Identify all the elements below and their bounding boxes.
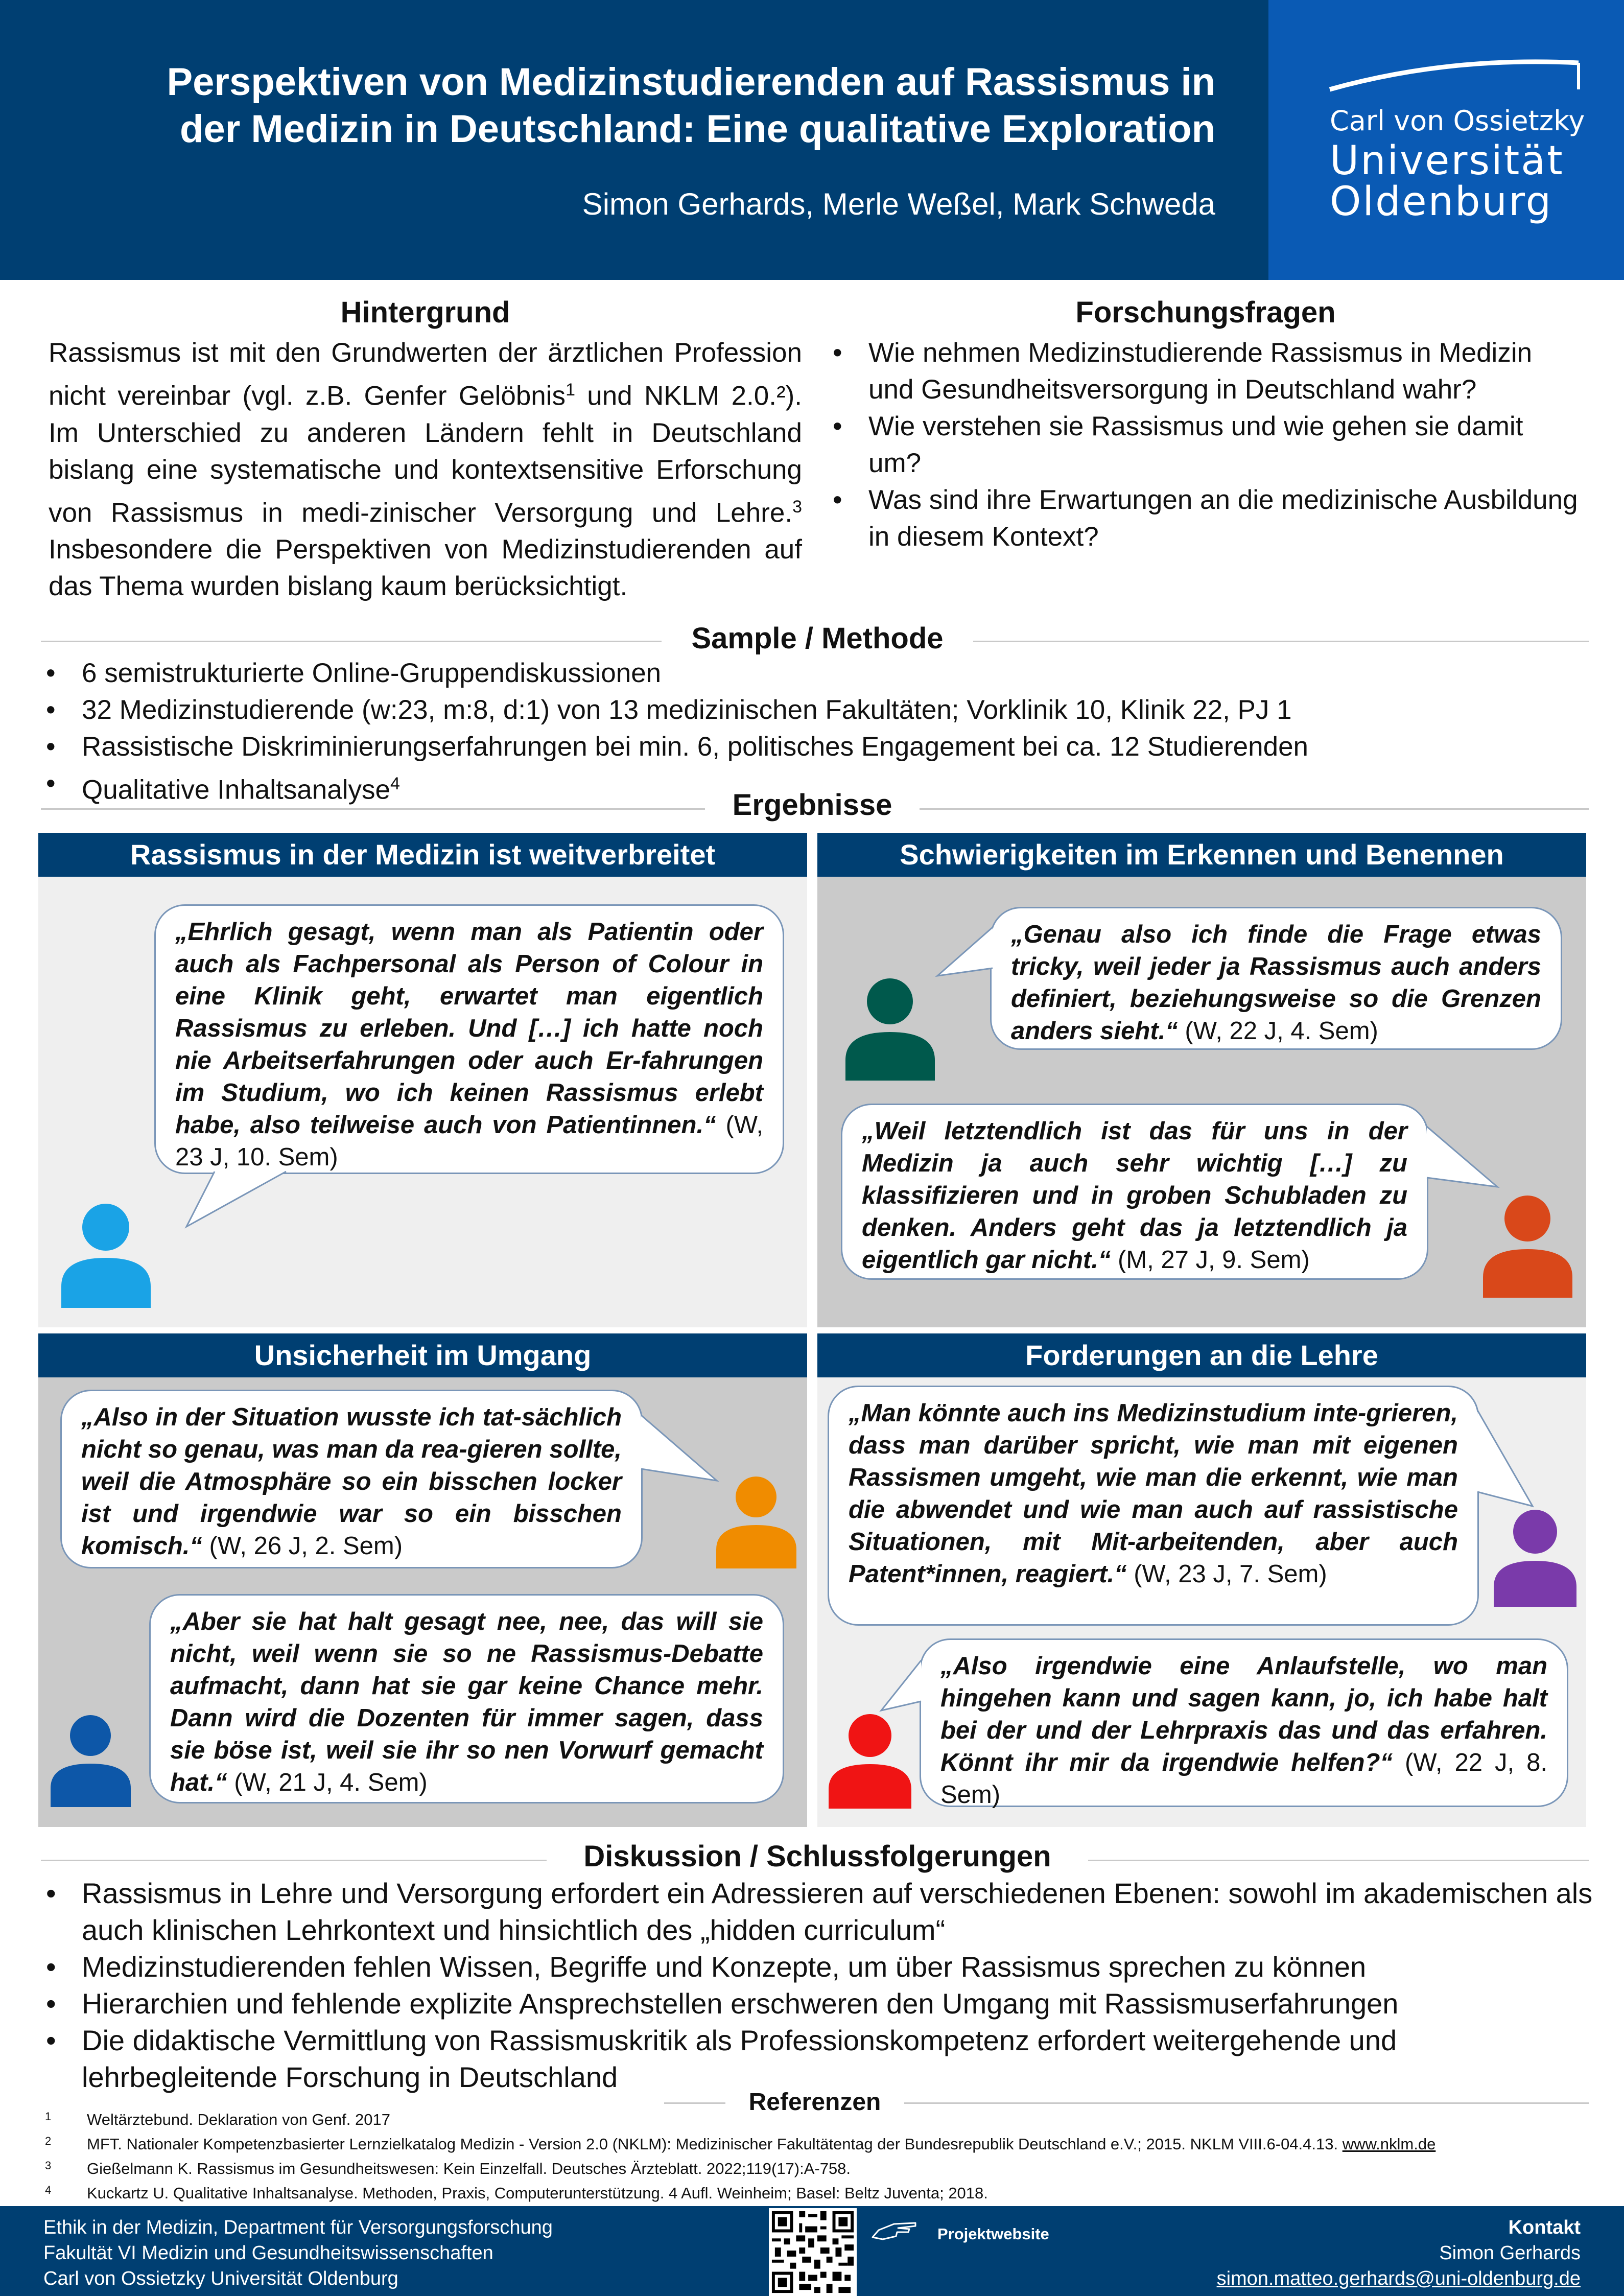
bubble-tail bbox=[186, 1172, 289, 1228]
divider bbox=[1088, 1860, 1589, 1861]
sample-heading: Sample / Methode bbox=[691, 622, 944, 655]
person-icon bbox=[49, 1713, 133, 1807]
authors: Simon Gerhards, Merle Weßel, Mark Schweda bbox=[582, 187, 1215, 221]
quote-bubble: „Also irgendwie eine Anlaufstelle, wo man hingehen kann und sagen kann, jo, ich habe halt bei der und der Lehrpraxis das und das erfahren. Könnt ihr mir da irgendwie helfen?“ (W, 22 J, 8. Sem) bbox=[920, 1638, 1568, 1807]
list-item: • Was sind ihre Erwartungen an die medizinische Ausbildung in diesem Kontext? bbox=[828, 482, 1579, 555]
bubble-tail bbox=[641, 1415, 718, 1482]
logo-text-line-2: Universität bbox=[1330, 138, 1564, 184]
quote-bubble: „Also in der Situation wusste ich tat-sächlich nicht so genau, was man da rea-gieren sollte, weil die Atmosphäre so ein bisschen locker ist und irgendwie war so ein bisschen komisch.“ (W, 26 J, 2. Sem) bbox=[60, 1390, 643, 1568]
hintergrund-heading: Hintergrund bbox=[340, 296, 510, 329]
divider bbox=[904, 2102, 1589, 2104]
reference-list bbox=[41, 2107, 1604, 2206]
divider bbox=[973, 641, 1589, 642]
contact-heading: Kontakt bbox=[1508, 2217, 1581, 2238]
person-icon bbox=[1480, 1193, 1575, 1298]
reference-item: 3 Gießelmann K. Rassismus im Gesundheitswesen: Kein Einzelfall. Deutsches Ärzteblatt. 2022;119(17):A-758. bbox=[45, 2159, 851, 2177]
hintergrund-text: Rassismus ist mit den Grundwerten der ärztlichen Profession nicht vereinbar (vgl. z.B. Genfer Gelöbnis$^1$ und NKLM 2.0.²). Im Unterschied zu anderen Ländern fehlt in Deutschland bislang eine systematische und kontextsensitive Erforschung von Rassismus in medi-zinischer Versorgung und Lehre.$^3$ Insbesondere die Perspektiven von Medizinstudierenden auf das Thema wurden bislang kaum berücksichtigt. bbox=[49, 338, 802, 602]
footnote-mark: 4 bbox=[390, 774, 400, 793]
divider bbox=[41, 808, 705, 810]
quote-bubble: „Man könnte auch ins Medizinstudium inte-grieren, dass man darüber spricht, wie man mit eigenen Rassismen umgeht, wie man die erkennt, wie man die abwendet und wie man auch auf rassistische Situationen, mit Mit-arbeitenden, aber auch Patent*innen, reagiert.“ (W, 23 J, 7. Sem) bbox=[828, 1386, 1479, 1626]
footnote-mark: 1 bbox=[566, 380, 575, 400]
reference-item: 1 Weltärztebund. Deklaration von Genf. 2017 bbox=[45, 2110, 390, 2128]
pointing-hand-icon bbox=[868, 2215, 920, 2245]
quote-bubble: „Aber sie hat halt gesagt nee, nee, das will sie nicht, weil wenn sie so ne Rassismus-Debatte aufmacht, dann hat sie gar keine Chance mehr. Dann wird die Dozenten für immer sagen, dass sie böse ist, weil sie ihr so nen Vorwurf gemacht hat.“ (W, 21 J, 4. Sem) bbox=[149, 1594, 784, 1803]
contact-name: Simon Gerhards bbox=[1439, 2242, 1581, 2264]
footer-contact bbox=[1217, 2215, 1581, 2291]
list-item: • Wie nehmen Medizinstudierende Rassismus in Medizin und Gesundheitsversorgung in Deutschland wahr? bbox=[828, 335, 1579, 408]
list-item: • Qualitative Inhaltsanalyse$^4$ bbox=[41, 765, 1599, 809]
divider bbox=[664, 2102, 725, 2104]
person-icon bbox=[1492, 1507, 1579, 1607]
ergebnisse-heading: Ergebnisse bbox=[732, 788, 892, 822]
referenzen-heading: Referenzen bbox=[748, 2089, 881, 2116]
divider bbox=[41, 641, 662, 642]
title-line-2: der Medizin in Deutschland: Eine qualitative Exploration bbox=[180, 107, 1215, 151]
list-item: • 32 Medizinstudierende (w:23, m:8, d:1) von 13 medizinischen Fakultäten; Vorklinik 10, Klinik 22, PJ 1 bbox=[41, 692, 1599, 729]
diskussion-heading: Diskussion / Schlussfolgerungen bbox=[583, 1840, 1051, 1873]
list-item: • Rassistische Diskriminierungserfahrungen bei min. 6, politisches Engagement bei ca. 12 Studierenden bbox=[41, 729, 1599, 765]
reference-item: 4 Kuckartz U. Qualitative Inhaltsanalyse. Methoden, Praxis, Computerunterstützung. 4 Aufl. Weinheim; Basel: Beltz Juventa; 2018. bbox=[45, 2184, 988, 2202]
quote-bubble: „Ehrlich gesagt, wenn man als Patientin oder auch als Fachpersonal als Person of Colour in eine Klinik geht, erwartet man eigentlich Rassismus zu erleben. Und […] ich hatte noch nie Arbeitserfahrungen oder auch Er-fahrungen im Studium, wo ich keinen Rassismus erlebt habe, also teilweise auch von Patientinnen.“ (W, 23 J, 10. Sem) bbox=[154, 904, 784, 1174]
list-item: • Rassismus in Lehre und Versorgung erfordert ein Adressieren auf verschiedenen Ebenen: sowohl im akademischen als auch klinischen Lehrkontext und hinsichtlich des „hidden curriculum“ bbox=[41, 1875, 1599, 1949]
footnote-mark: 3 bbox=[792, 497, 802, 517]
sample-list bbox=[41, 655, 1599, 809]
quote-bubble: „Weil letztendlich ist das für uns in der Medizin ja auch sehr wichtig […] zu klassifizieren und in groben Schubladen zu denken. Anders geht das ja letztendlich ja eigentlich gar nicht.“ (M, 27 J, 9. Sem) bbox=[841, 1104, 1428, 1280]
bubble-tail bbox=[881, 1660, 922, 1712]
list-item: • Die didaktische Vermittlung von Rassismuskritik als Professionskompetenz erfordert weitergehende und lehrbegleitende Forschung in Deutschland bbox=[41, 2022, 1599, 2096]
bubble-tail bbox=[1427, 1127, 1498, 1188]
logo-text-line-1: Carl von Ossietzky bbox=[1330, 105, 1585, 137]
qr-code-icon[interactable] bbox=[769, 2208, 857, 2296]
list-item: • 6 semistrukturierte Online-Gruppendiskussionen bbox=[41, 655, 1599, 692]
bubble-tail bbox=[937, 927, 994, 978]
poster-title bbox=[91, 59, 1215, 153]
person-icon bbox=[714, 1474, 798, 1568]
panel-3-title: Unsicherheit im Umgang bbox=[38, 1333, 807, 1377]
person-icon bbox=[59, 1201, 153, 1308]
divider bbox=[920, 808, 1589, 810]
university-logo-arc bbox=[1321, 54, 1586, 95]
bubble-tail bbox=[1477, 1410, 1534, 1507]
list-item: • Medizinstudierenden fehlen Wissen, Begriffe und Konzepte, um über Rassismus sprechen zu können bbox=[41, 1949, 1599, 1985]
panel-4-title: Forderungen an die Lehre bbox=[817, 1333, 1586, 1377]
divider bbox=[41, 1860, 547, 1861]
contact-email-link[interactable]: simon.matteo.gerhards@uni-oldenburg.de bbox=[1216, 2268, 1581, 2289]
reference-item: 2 MFT. Nationaler Kompetenzbasierter Lernzielkatalog Medizin - Version 2.0 (NKLM): Medizinischer Fakultätentag der Bundesrepublik Deutschland e.V.; 2015. NKLM VIII.6-04.4.13. www.nklm.de bbox=[45, 2135, 1436, 2153]
forschungsfragen-list bbox=[828, 335, 1579, 555]
forschungsfragen-heading: Forschungsfragen bbox=[1075, 296, 1336, 329]
diskussion-list bbox=[41, 1875, 1599, 2096]
quote-bubble: „Genau also ich finde die Frage etwas tricky, weil jeder ja Rassismus auch anders definiert, beziehungsweise so die Grenzen anders sieht.“ (W, 22 J, 4. Sem) bbox=[990, 907, 1562, 1050]
nklm-link[interactable]: www.nklm.de bbox=[1342, 2135, 1436, 2153]
title-line-1: Perspektiven von Medizinstudierenden auf Rassismus in bbox=[167, 60, 1215, 104]
logo-text-line-3: Oldenburg bbox=[1330, 179, 1553, 225]
panel-2-title: Schwierigkeiten im Erkennen und Benennen bbox=[817, 833, 1586, 877]
footer-institution: Ethik in der Medizin, Department für Versorgungsforschung Fakultät VI Medizin und Gesundheitswissenschaften Carl von Ossietzky Universität Oldenburg bbox=[43, 2217, 553, 2289]
project-website-link[interactable]: Projektwebsite bbox=[937, 2225, 1049, 2243]
person-icon bbox=[843, 976, 937, 1081]
list-item: • Hierarchien und fehlende explizite Ansprechstellen erschweren den Umgang mit Rassismuserfahrungen bbox=[41, 1985, 1599, 2022]
person-icon bbox=[827, 1712, 913, 1809]
panel-1-title: Rassismus in der Medizin ist weitverbreitet bbox=[38, 833, 807, 877]
list-item: • Wie verstehen sie Rassismus und wie gehen sie damit um? bbox=[828, 408, 1579, 482]
